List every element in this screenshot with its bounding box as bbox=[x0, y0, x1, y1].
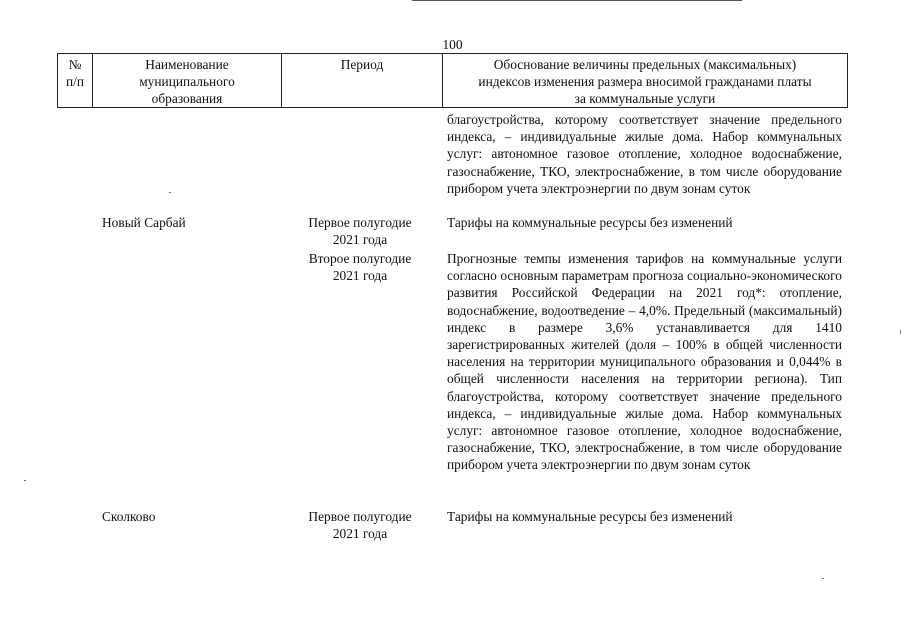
header-num: № п/п bbox=[65, 57, 85, 90]
top-rule bbox=[412, 0, 742, 1]
basis-text: Прогнозные темпы изменения тарифов на коммунальные услуги согласно основным параметрам прогноза социально-экономического развития Российской Федерации на 2021 год*: отопление, водоснабжение, водоотведение – 4,0%. Предельный (максимальный) индекс в размере 3,6% устанавливается для 1410 зарегистрированных жителей (доля – 100% в общей численности населения на территории муниципального образования и 0,044% в общей численности населения на территории региона). Тип благоустройства, которому соответствует значение предельного индекса, – индивидуальные жилые дома. Набор коммунальных услуг: автономное газовое отопление, холодное водоснабжение, газоснабжение, ТКО, электроснабжение, в том числе оборудование прибором учета электроэнергии по двум зонам суток bbox=[447, 251, 842, 473]
header-basis: Обоснование величины предельных (максимальных) индексов изменения размера вносимой гражданами платы за коммунальные услуги bbox=[478, 57, 812, 107]
page-number: 100 bbox=[442, 37, 463, 52]
continuation-text: благоустройства, которому соответствует значение предельного индекса, – индивидуальные жилые дома. Набор коммунальных услуг: автономное газовое отопление, холодное водоснабжение, газоснабжение, ТКО, электроснабжение, в том числе оборудование прибором учета электроэнергии по двум зонам суток bbox=[447, 112, 842, 196]
scan-speck bbox=[900, 330, 901, 334]
header-name: Наименование муниципального образования bbox=[139, 57, 235, 107]
period-cell: Первое полугодие 2021 года bbox=[308, 509, 412, 542]
scan-speck bbox=[169, 192, 171, 193]
municipality-name: Сколково bbox=[102, 509, 156, 524]
scan-speck bbox=[822, 578, 824, 579]
basis-text: Тарифы на коммунальные ресурсы без изменений bbox=[447, 509, 733, 524]
header-period: Период bbox=[340, 57, 384, 72]
municipality-name: Новый Сарбай bbox=[102, 215, 186, 230]
period-cell: Второе полугодие 2021 года bbox=[308, 251, 412, 284]
basis-text: Тарифы на коммунальные ресурсы без изменений bbox=[447, 215, 733, 230]
scan-speck bbox=[24, 480, 26, 481]
period-cell: Первое полугодие 2021 года bbox=[308, 215, 412, 248]
table-header bbox=[57, 53, 848, 108]
